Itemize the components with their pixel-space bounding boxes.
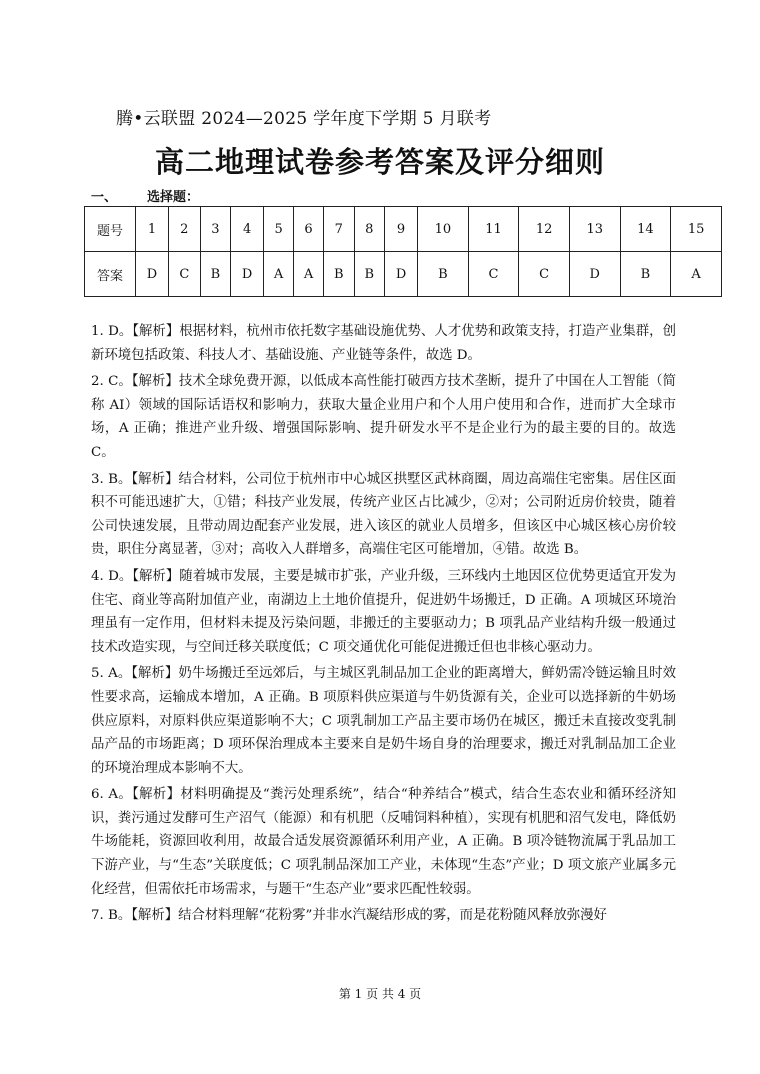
answer-cell: A <box>294 252 324 297</box>
explanation-q6: 6. A。【解析】材料明确提及“粪污处理系统”，结合“种养结合”模式，结合生态农业和循环经济知识，粪污通过发酵可生产沼气（能源）和有机肥（反哺饲料种植），实现有机肥和沼气发电，降低奶牛场能耗，资源回收利用，故最合适发展资源循环利用产业，A 正确。B 项冷链物流属于乳品加工下游产业，与“生态”关联度低；C 项乳制品深加工产业，未体现“生态”产业；D 项文旅产业属多元化经营，但需依托市场需求，与题干“生态产业”要求匹配性较弱。 <box>91 787 676 897</box>
answer-cell: D <box>231 252 264 297</box>
question-number: 12 <box>519 207 570 252</box>
explanation-q7: 7. B。【解析】结合材料理解“花粉雾”并非水汽凝结形成的雾，而是花粉随风释放弥漫好 <box>91 908 607 924</box>
answer-cell: B <box>418 252 469 297</box>
question-number: 9 <box>385 207 418 252</box>
question-number: 7 <box>324 207 354 252</box>
row-label-number: 题号 <box>85 207 136 252</box>
answer-table <box>84 206 722 297</box>
answer-table-answer-row <box>85 252 722 297</box>
explanation-q3: 3. B。【解析】结合材料，公司位于杭州市中心城区拱墅区武林商圈，周边高端住宅密集。居住区面积不可能迅速扩大，①错；科技产业发展，传统产业区占比减少，②对；公司附近房价较贵，随着公司快速发展，且带动周边配套产业发展，进入该区的就业人员增多，但该区中心城区核心房价较贵，职住分离显著，③对；高收入人群增多，高端住宅区可能增加，④错。故选 B。 <box>91 471 676 558</box>
question-number: 2 <box>169 207 201 252</box>
row-label-answer: 答案 <box>85 252 136 297</box>
page-footer: 第 1 页 共 4 页 <box>338 987 422 1001</box>
question-number: 13 <box>569 207 620 252</box>
answer-table-number-row <box>85 207 722 252</box>
question-number: 5 <box>264 207 294 252</box>
exam-title-line2: 高二地理试卷参考答案及评分细则 <box>154 145 605 179</box>
explanations <box>91 320 676 931</box>
explanation-q1: 1. D。【解析】根据材料，杭州市依托数字基础设施优势、人才优势和政策支持，打造产业集群，创新环境包括政策、科技人才、基础设施、产业链等条件，故选 D。 <box>91 324 676 363</box>
explanation-q5: 5. A。【解析】奶牛场搬迁至远郊后，与主城区乳制品加工企业的距离增大，鲜奶需冷链运输且时效性要求高，运输成本增加，A 正确。B 项原料供应渠道与牛奶货源有关，企业可以选择新的牛奶场供应原料，对原料供应渠道影响不大；C 项乳制加工产品主要市场仍在城区，搬迁未直接改变乳制品产品的市场距离；D 项环保治理成本主要来自是奶牛场自身的治理要求，搬迁对乳制品加工企业的环境治理成本影响不大。 <box>91 666 676 776</box>
explanation-q4: 4. D。【解析】随着城市发展，主要是城市扩张，产业升级，三环线内土地因区位优势更适宜开发为住宅、商业等高附加值产业，南湖边上土地价值提升，促进奶牛场搬迁，D 正确。A 项城区环境治理虽有一定作用，但材料未提及污染问题，非搬迁的主要驱动力；B 项乳品产业结构升级一般通过技术改造实现，与空间迁移关联度低；C 项交通优化可能促进搬迁但也非核心驱动力。 <box>91 568 676 655</box>
question-number: 4 <box>231 207 264 252</box>
answer-cell: C <box>519 252 570 297</box>
question-number: 6 <box>294 207 324 252</box>
answer-cell: B <box>200 252 230 297</box>
answer-cell: D <box>569 252 620 297</box>
answer-cell: B <box>620 252 671 297</box>
question-number: 10 <box>418 207 469 252</box>
question-number: 8 <box>354 207 384 252</box>
question-number: 14 <box>620 207 671 252</box>
exam-title-line1: 腾•云联盟 2024—2025 学年度下学期 5 月联考 <box>116 109 492 129</box>
answer-cell: D <box>136 252 169 297</box>
question-number: 1 <box>136 207 169 252</box>
section-label: 选择题： <box>147 190 200 205</box>
answer-cell: C <box>468 252 519 297</box>
answer-cell: A <box>671 252 722 297</box>
question-number: 3 <box>200 207 230 252</box>
question-number: 11 <box>468 207 519 252</box>
answer-cell: D <box>385 252 418 297</box>
explanation-q2: 2. C。【解析】技术全球免费开源，以低成本高性能打破西方技术垄断，提升了中国在人工智能（简称 AI）领域的国际话语权和影响力，获取大量企业用户和个人用户使用和合作，进而扩大全球市场，A 正确；推进产业升级、增强国际影响、提升研发水平不是企业行为的最主要的目的。故选 C。 <box>91 374 676 460</box>
question-number: 15 <box>671 207 722 252</box>
answer-cell: B <box>354 252 384 297</box>
answer-cell: A <box>264 252 294 297</box>
section-number: 一、 <box>91 190 118 205</box>
answer-cell: C <box>169 252 201 297</box>
answer-cell: B <box>324 252 354 297</box>
section-heading <box>91 186 199 205</box>
